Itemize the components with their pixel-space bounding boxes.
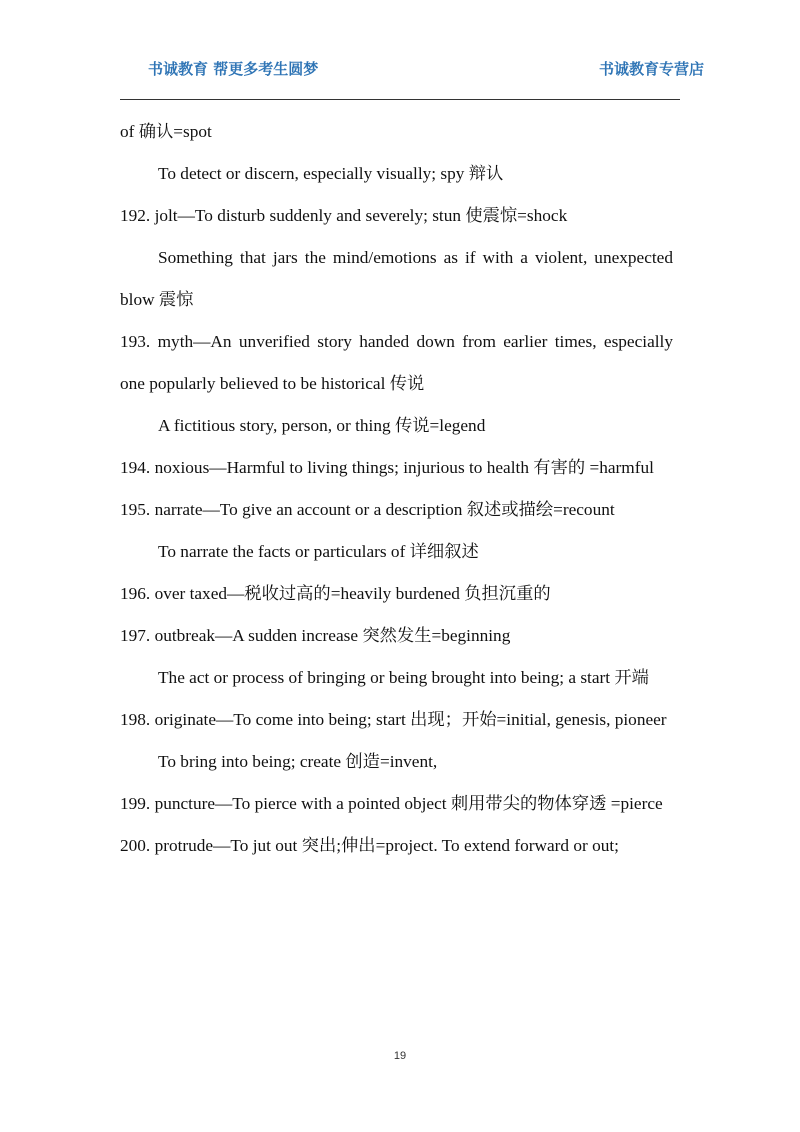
document-body [120, 111, 673, 867]
paragraph: 197. outbreak—A sudden increase 突然发生=beginning [120, 626, 511, 645]
paragraph: 194. noxious—Harmful to living things; injurious to health 有害的 =harmful [120, 458, 654, 477]
header-divider [120, 99, 680, 100]
paragraph: The act or process of bringing or being brought into being; a start 开端 [158, 668, 649, 687]
page-number: 19 [393, 1050, 407, 1062]
paragraph: To narrate the facts or particulars of 详细叙述 [158, 542, 479, 561]
paragraph: 199. puncture—To pierce with a pointed object 刺用带尖的物体穿透 =pierce [120, 794, 663, 813]
paragraph: of 确认=spot [120, 122, 212, 141]
paragraph: 198. originate—To come into being; start 出现；开始=initial, genesis, pioneer [120, 710, 667, 729]
paragraph: 196. over taxed—税收过高的=heavily burdened 负担沉重的 [120, 584, 551, 603]
paragraph: 193. myth—An unverified story handed down from earlier times, especially one popularly believed to be historical 传说 [120, 332, 673, 393]
paragraph: 192. jolt—To disturb suddenly and severely; stun 使震惊=shock [120, 206, 568, 225]
paragraph: 195. narrate—To give an account or a description 叙述或描绘=recount [120, 500, 615, 519]
header-right-text: 书诚教育专营店 [598, 60, 704, 78]
paragraph: Something that jars the mind/emotions as if with a violent, unexpected blow 震惊 [120, 248, 673, 309]
paragraph: 200. protrude—To jut out 突出;伸出=project. To extend forward or out; [120, 836, 619, 855]
paragraph: A fictitious story, person, or thing 传说=legend [158, 416, 486, 435]
header-left-text: 书诚教育 帮更多考生圆梦 [148, 60, 319, 78]
paragraph: To bring into being; create 创造=invent, [158, 752, 438, 771]
paragraph: To detect or discern, especially visually; spy 辩认 [158, 164, 504, 183]
